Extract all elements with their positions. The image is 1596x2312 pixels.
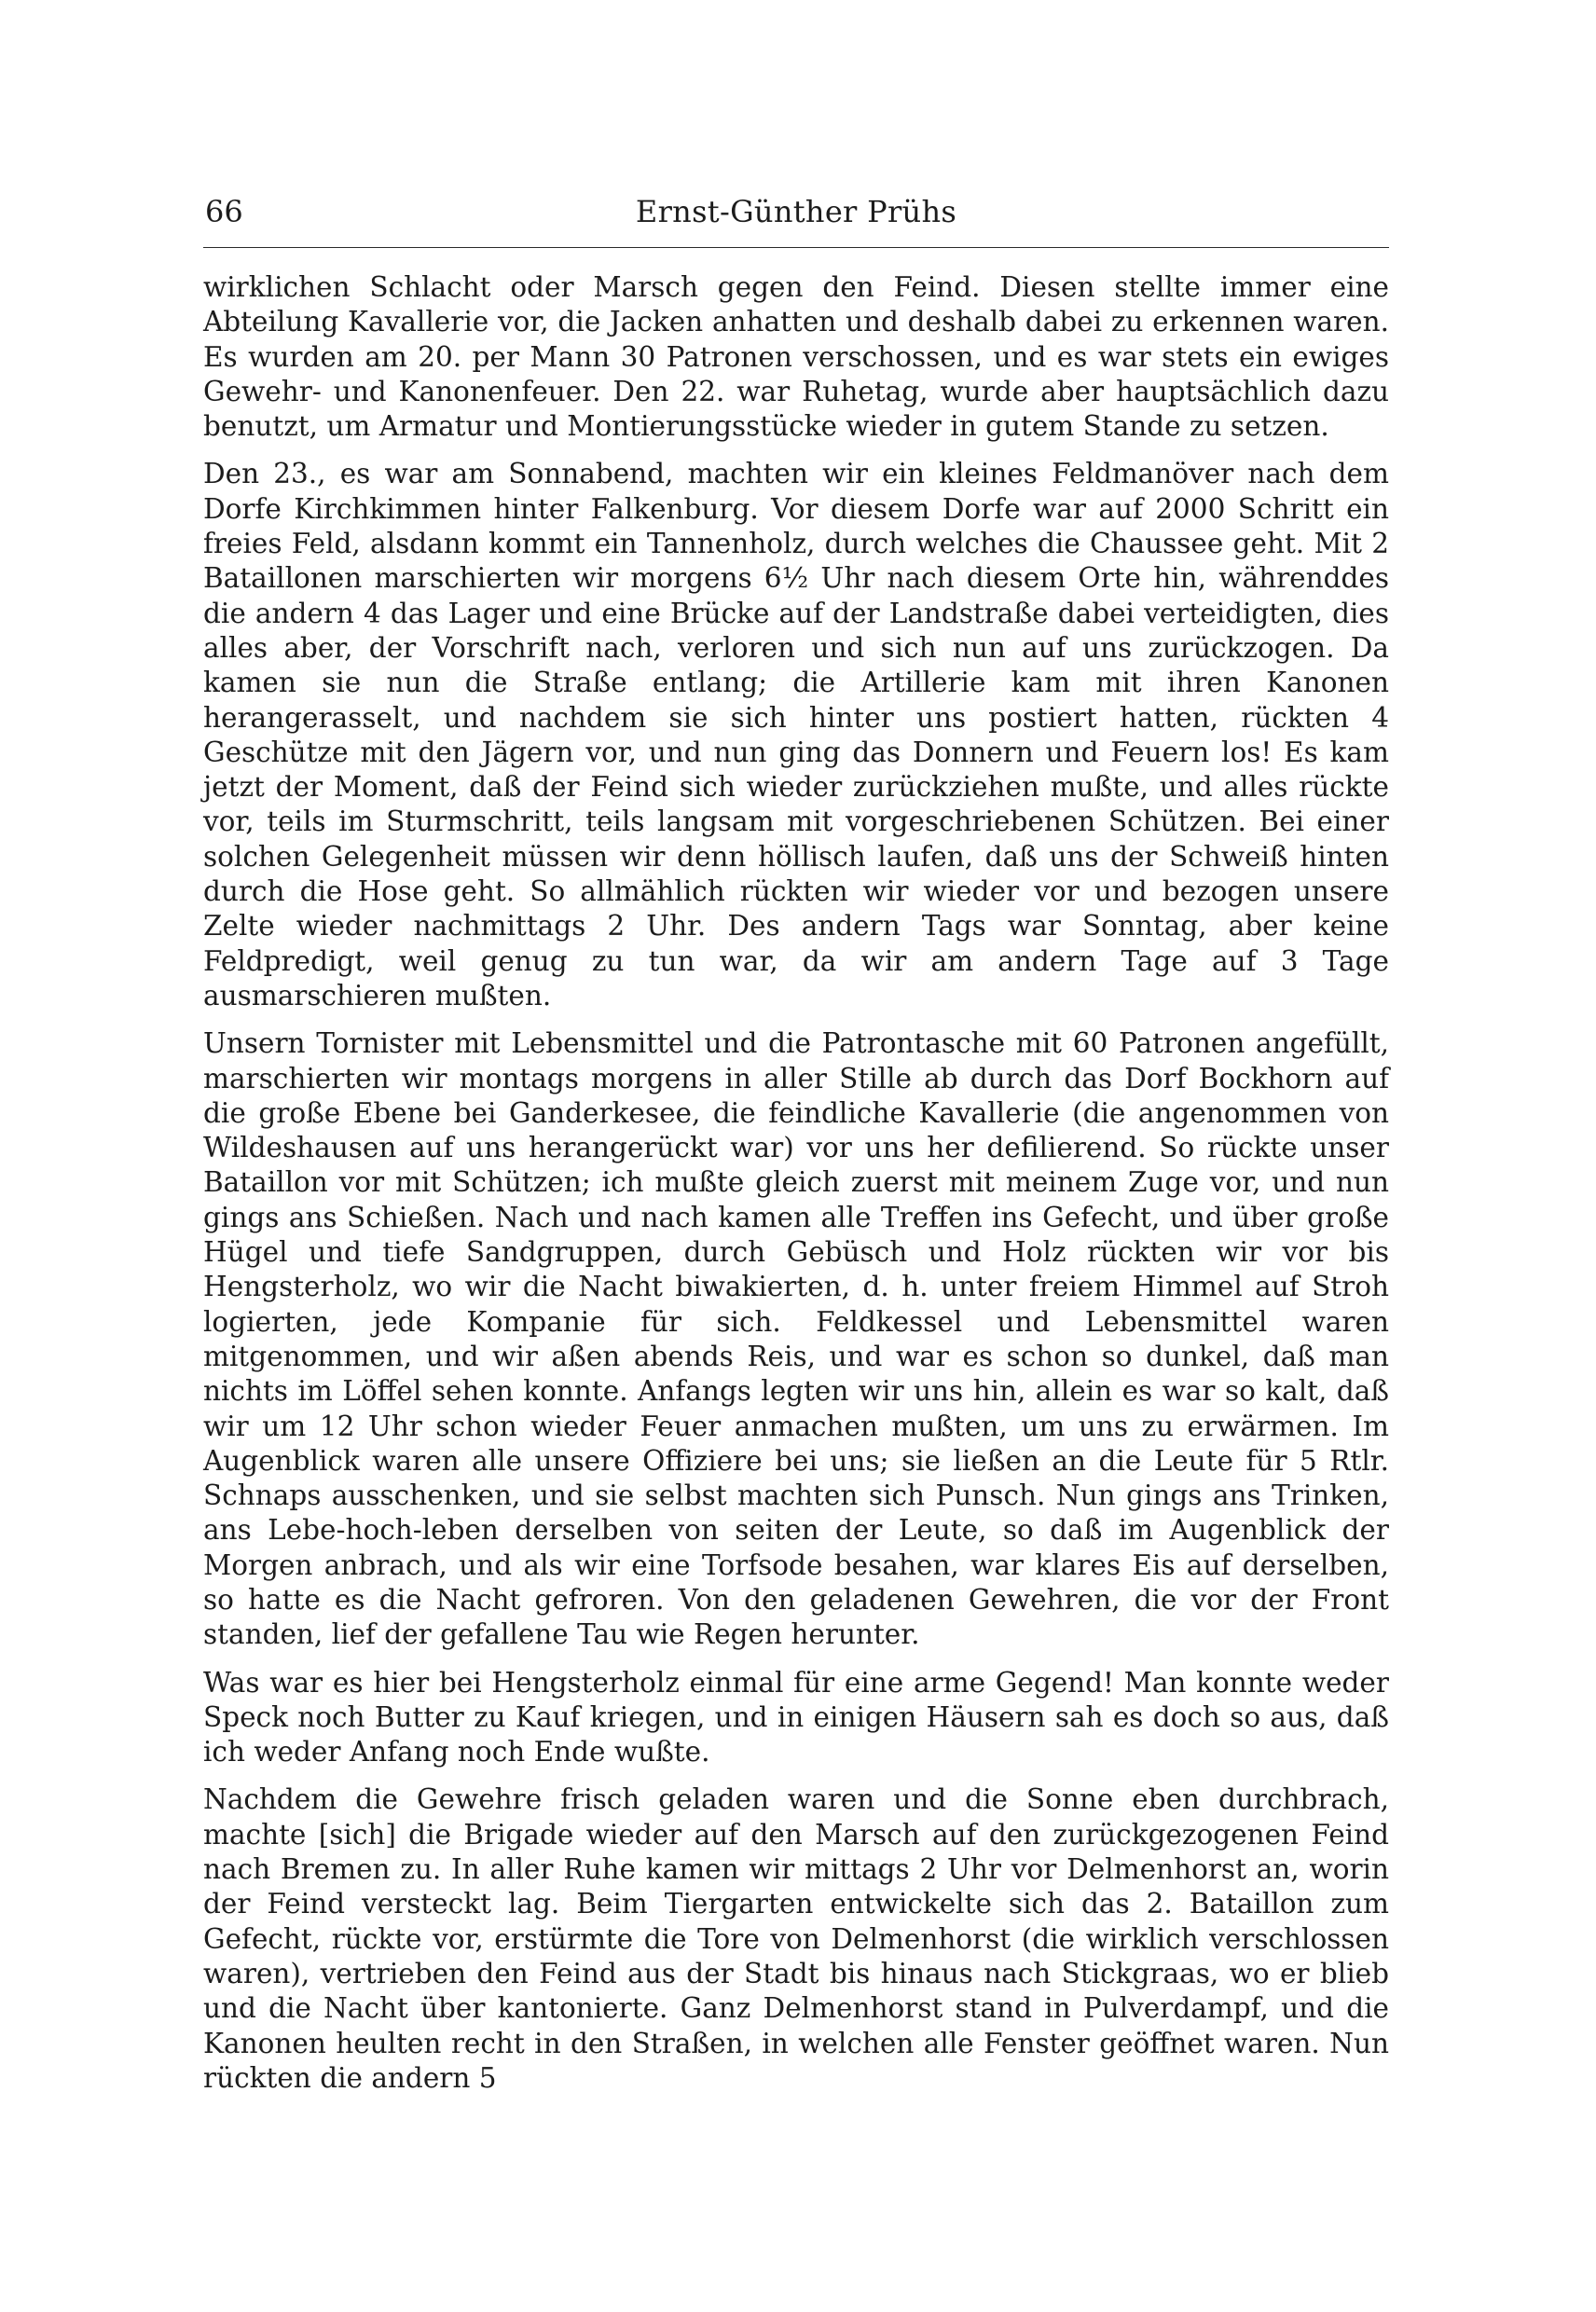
paragraph: Was war es hier bei Hengsterholz einmal für eine arme Gegend! Man konnte weder Speck noch Butter zu Kauf kriegen, und in einigen Häusern sah es doch so aus, daß ich weder Anfang noch Ende wußte. — [203, 1666, 1389, 1768]
running-head: Ernst-Günther Prühs — [635, 194, 957, 229]
paragraph: wirklichen Schlacht oder Marsch gegen den Feind. Diesen stellte immer eine Abteilung Kavallerie vor, die Jacken anhatten und deshalb dabei zu erkennen waren. Es wurden am 20. per Mann 30 Patronen verschossen, und es war stets ein ewiges Gewehr- und Kanonenfeuer. Den 22. war Ruhetag, wurde aber hauptsächlich dazu benutzt, um Armatur und Montierungsstücke wieder in gutem Stande zu setzen. — [203, 271, 1389, 443]
body-text — [203, 270, 1389, 2109]
page-number: 66 — [205, 194, 243, 229]
page-header — [203, 191, 1389, 248]
paragraph: Den 23., es war am Sonnabend, machten wir ein kleines Feldmanöver nach dem Dorfe Kirchkimmen hinter Falkenburg. Vor diesem Dorfe war auf 2000 Schritt ein freies Feld, alsdann kommt ein Tannenholz, durch welches die Chaussee geht. Mit 2 Bataillonen marschierten wir morgens 6½ Uhr nach diesem Orte hin, währenddes die andern 4 das Lager und eine Brücke auf der Landstraße dabei verteidigten, dies alles aber, der Vorschrift nach, verloren und sich nun auf uns zurückzogen. Da kamen sie nun die Straße entlang; die Artillerie kam mit ihren Kanonen herangerasselt, und nachdem sie sich hinter uns postiert hatten, rückten 4 Geschütze mit den Jägern vor, und nun ging das Donnern und Feuern los! Es kam jetzt der Moment, daß der Feind sich wieder zurückziehen mußte, und alles rückte vor, teils im Sturmschritt, teils langsam mit vorgeschriebenen Schützen. Bei einer solchen Gelegenheit müssen wir denn höllisch laufen, daß uns der Schweiß hinten durch die Hose geht. So allmählich rückten wir wieder vor und bezogen unsere Zelte wieder nachmittags 2 Uhr. Des andern Tags war Sonntag, aber keine Feldpredigt, weil genug zu tun war, da wir am andern Tage auf 3 Tage ausmarschieren mußten. — [203, 458, 1389, 1012]
paragraph: Nachdem die Gewehre frisch geladen waren und die Sonne eben durchbrach, machte [sich] die Brigade wieder auf den Marsch auf den zurückgezogenen Feind nach Bremen zu. In aller Ruhe kamen wir mittags 2 Uhr vor Delmenhorst an, worin der Feind versteckt lag. Beim Tiergarten entwickelte sich das 2. Bataillon zum Gefecht, rückte vor, erstürmte die Tore von Delmenhorst (die wirklich verschlossen waren), vertrieben den Feind aus der Stadt bis hinaus nach Stickgraas, wo er blieb und die Nacht über kantonierte. Ganz Delmenhorst stand in Pulverdampf, und die Kanonen heulten recht in den Straßen, in welchen alle Fenster geöffnet waren. Nun rückten die andern 5 — [203, 1783, 1389, 2094]
paragraph: Unsern Tornister mit Lebensmittel und die Patrontasche mit 60 Patronen angefüllt, marschierten wir montags morgens in aller Stille ab durch das Dorf Bockhorn auf die große Ebene bei Ganderkesee, die feindliche Kavallerie (die angenommen von Wildeshausen auf uns herangerückt war) vor uns her defilierend. So rückte unser Bataillon vor mit Schützen; ich mußte gleich zuerst mit meinem Zuge vor, und nun gings ans Schießen. Nach und nach kamen alle Treffen ins Gefecht, und über große Hügel und tiefe Sandgruppen, durch Gebüsch und Holz rückten wir vor bis Hengsterholz, wo wir die Nacht biwakierten, d. h. unter freiem Himmel auf Stroh logierten, jede Kompanie für sich. Feldkessel und Lebensmittel waren mitgenommen, und wir aßen abends Reis, und war es schon so dunkel, daß man nichts im Löffel sehen konnte. Anfangs legten wir uns hin, allein es war so kalt, daß wir um 12 Uhr schon wieder Feuer anmachen mußten, um uns zu erwärmen. Im Augenblick waren alle unsere Offiziere bei uns; sie ließen an die Leute für 5 Rtlr. Schnaps ausschenken, und sie selbst machten sich Punsch. Nun gings ans Trinken, ans Lebe-hoch-leben derselben von seiten der Leute, so daß im Augenblick der Morgen anbrach, und als wir eine Torfsode besahen, war klares Eis auf derselben, so hatte es die Nacht gefroren. Von den geladenen Gewehren, die vor der Front standen, lief der gefallene Tau wie Regen herunter. — [203, 1027, 1389, 1651]
